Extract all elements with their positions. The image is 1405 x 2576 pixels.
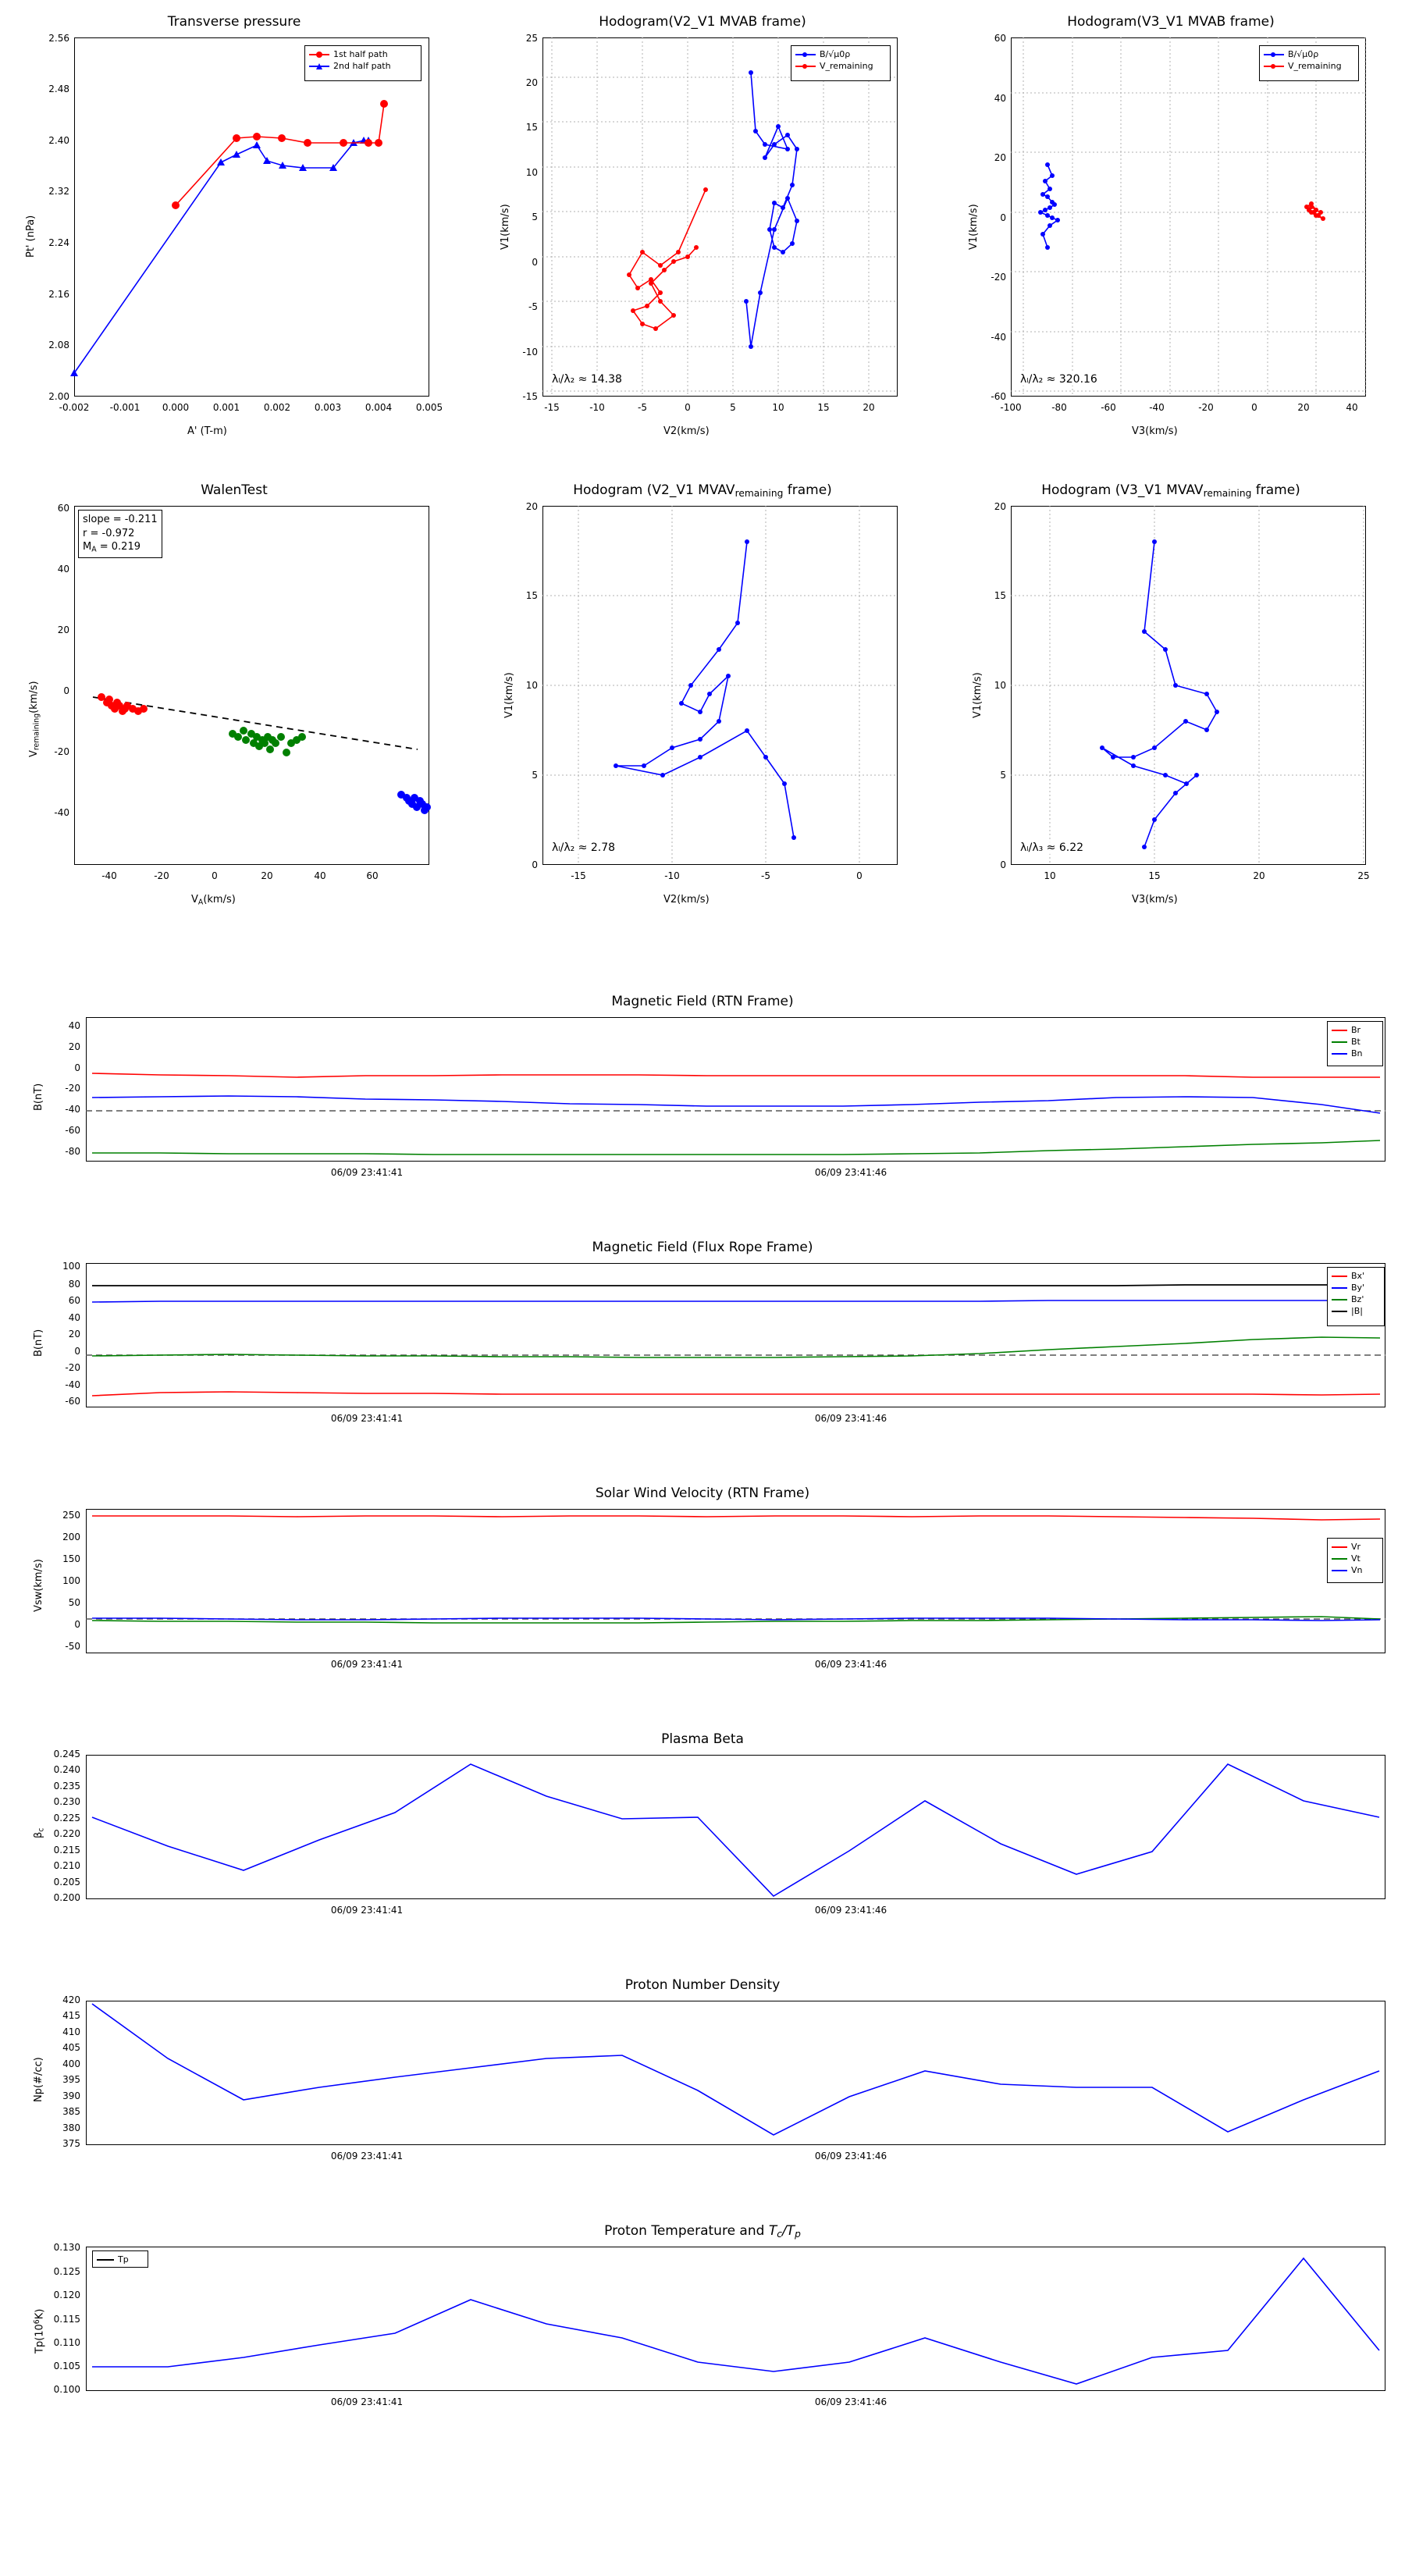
legend-swatch-blue	[795, 54, 816, 55]
y-tick: -20	[65, 1083, 80, 1094]
y-tick: 20	[68, 1041, 80, 1052]
legend-row	[97, 2254, 144, 2265]
legend-swatch-blue	[309, 66, 329, 67]
y-tick: 0	[74, 1346, 80, 1357]
y-tick: 0.200	[53, 1892, 80, 1903]
panel-title: Proton Temperature and $T_c/T_p$	[604, 2223, 801, 2240]
legend-row	[1264, 60, 1354, 72]
x-tick: 20	[1253, 870, 1265, 881]
legend-swatch-green	[1332, 1558, 1347, 1560]
legend-label: Bn	[1351, 1048, 1363, 1059]
y-tick: 2.08	[48, 340, 69, 350]
legend-row	[1332, 1270, 1380, 1282]
y-tick: 375	[62, 2138, 80, 2149]
x-tick: 06/09 23:41:46	[814, 2396, 887, 2407]
legend	[1327, 1021, 1383, 1066]
legend-row	[1332, 1293, 1380, 1305]
panel-transverse-pressure	[0, 0, 468, 445]
y-tick: 420	[62, 1994, 80, 2005]
y-tick: 0	[74, 1619, 80, 1630]
y-tick: 0	[1000, 859, 1006, 870]
legend-label: Bx'	[1351, 1271, 1365, 1281]
legend-label: B/√μ0ρ	[1288, 49, 1319, 59]
legend-swatch-black	[1332, 1311, 1347, 1312]
legend	[791, 45, 891, 81]
y-tick: 20	[68, 1329, 80, 1340]
legend-label: V_remaining	[820, 61, 873, 71]
x-tick: 0.005	[415, 402, 443, 413]
y-tick: 0.120	[53, 2290, 80, 2300]
legend-marker-triangle	[316, 63, 322, 69]
y-axis-label: $V_{remaining}(km/s)$	[28, 681, 41, 757]
y-tick: 0	[532, 859, 538, 870]
y-tick: 80	[68, 1279, 80, 1290]
panel-title: Hodogram(V3_V1 MVAB frame)	[1067, 14, 1275, 30]
legend-label: V_remaining	[1288, 61, 1342, 71]
x-tick: 0.003	[314, 402, 342, 413]
panel-hodogram-v2v1-mvab	[468, 0, 937, 445]
legend	[1327, 1267, 1385, 1326]
legend-label: Br	[1351, 1025, 1361, 1035]
x-tick: 0.000	[162, 402, 190, 413]
y-tick: -40	[991, 332, 1006, 343]
legend	[1327, 1538, 1383, 1583]
y-tick: 0.235	[53, 1781, 80, 1791]
x-tick: -0.001	[109, 402, 140, 413]
x-tick: 06/09 23:41:41	[330, 1905, 404, 1916]
x-tick: -100	[1000, 402, 1022, 413]
y-axis-label: V1(km/s)	[503, 672, 515, 718]
y-tick: 415	[62, 2010, 80, 2021]
y-axis-label: V1(km/s)	[972, 672, 984, 718]
x-tick: 0.001	[212, 402, 240, 413]
y-tick: -20	[65, 1362, 80, 1373]
legend-row	[1332, 1282, 1380, 1293]
y-axis-label: V1(km/s)	[968, 204, 980, 250]
x-tick: 20	[863, 402, 875, 413]
eigenvalue-ratio-annotation: λₗ/λ₂ ≈ 2.78	[552, 841, 616, 854]
legend	[1259, 45, 1359, 81]
legend-label: Bt	[1351, 1037, 1361, 1047]
y-tick: -15	[522, 391, 538, 402]
panel-magnetic-field-flux-rope	[0, 1226, 1405, 1444]
y-tick: 405	[62, 2042, 80, 2053]
series-canvas	[542, 37, 898, 397]
y-tick: 0.215	[53, 1845, 80, 1856]
walen-r: r = -0.972	[83, 527, 135, 539]
y-tick: 2.40	[48, 135, 69, 146]
legend-swatch-blue	[1332, 1570, 1347, 1571]
y-tick: -50	[65, 1641, 80, 1652]
y-tick: 2.56	[48, 33, 69, 44]
x-tick: -0.002	[59, 402, 90, 413]
legend-swatch-green	[1332, 1299, 1347, 1300]
x-tick: 5	[730, 402, 736, 413]
legend-swatch-green	[1332, 1041, 1347, 1043]
y-tick: 5	[532, 770, 538, 781]
y-tick: 385	[62, 2106, 80, 2117]
x-tick: 60	[366, 870, 379, 881]
panel-title: Plasma Beta	[661, 1731, 744, 1747]
y-tick: 5	[1000, 770, 1006, 781]
legend-swatch-blue	[1332, 1053, 1347, 1055]
x-tick: -5	[638, 402, 647, 413]
x-tick: 0	[856, 870, 863, 881]
y-tick: 2.16	[48, 289, 69, 300]
x-tick: 20	[1297, 402, 1310, 413]
eigenvalue-ratio-annotation: λₗ/λ₂ ≈ 14.38	[552, 373, 622, 386]
panel-plasma-beta	[0, 1717, 1405, 1936]
y-tick: 60	[994, 33, 1006, 44]
legend-row	[1332, 1541, 1378, 1553]
y-tick: 150	[62, 1553, 80, 1564]
y-tick: 0.240	[53, 1764, 80, 1775]
y-tick: 40	[57, 564, 69, 575]
x-tick: 06/09 23:41:46	[814, 1167, 887, 1178]
y-axis-label: B(nT)	[33, 1329, 44, 1357]
x-tick: 0.002	[263, 402, 291, 413]
y-axis-label: $Tp(10^6K)$	[33, 2308, 46, 2354]
x-tick: 0	[212, 870, 218, 881]
x-tick: 06/09 23:41:46	[814, 1659, 887, 1670]
panel-proton-temperature	[0, 2209, 1405, 2443]
x-tick: 06/09 23:41:46	[814, 2151, 887, 2161]
panel-magnetic-field-rtn	[0, 980, 1405, 1198]
series-canvas	[86, 2001, 1385, 2145]
y-tick: 410	[62, 2026, 80, 2037]
y-tick: 40	[994, 93, 1006, 104]
y-tick: 20	[994, 152, 1006, 163]
legend-row	[1264, 48, 1354, 60]
y-tick: -5	[528, 301, 538, 312]
legend-swatch-red	[1332, 1030, 1347, 1031]
legend-marker-circle	[1271, 64, 1275, 69]
series-canvas	[86, 1017, 1385, 1162]
y-tick: 100	[62, 1575, 80, 1586]
x-axis-label: A' (T-m)	[187, 425, 227, 437]
y-tick: 40	[68, 1020, 80, 1031]
legend-swatch-blue	[1332, 1287, 1347, 1289]
legend-row	[1332, 1036, 1378, 1048]
x-axis-label: V2(km/s)	[663, 894, 710, 906]
legend-marker-circle	[1271, 52, 1275, 57]
series-canvas	[86, 1755, 1385, 1899]
y-tick: 15	[525, 590, 538, 601]
legend-swatch-black	[97, 2259, 114, 2261]
legend-label: B/√μ0ρ	[820, 49, 851, 59]
panel-title: Transverse pressure	[167, 14, 301, 30]
y-tick: 0.130	[53, 2242, 80, 2253]
panel-title: Proton Number Density	[624, 1977, 781, 1993]
y-tick: -40	[54, 807, 69, 818]
legend-swatch-red	[1264, 66, 1284, 67]
y-tick: -40	[65, 1379, 80, 1390]
y-tick: 15	[994, 590, 1006, 601]
x-axis-label: V3(km/s)	[1132, 894, 1178, 906]
panel-hodogram-v2v1-mvav	[468, 468, 937, 913]
y-tick: 2.00	[48, 391, 69, 402]
x-tick: 0	[1251, 402, 1257, 413]
legend-label: Vr	[1351, 1542, 1361, 1552]
y-tick: 10	[525, 167, 538, 178]
y-tick: 395	[62, 2074, 80, 2085]
y-tick: 0	[532, 257, 538, 268]
walen-ma: $M_A = 0.219$	[83, 541, 140, 554]
x-tick: 15	[817, 402, 830, 413]
x-tick: -15	[544, 402, 560, 413]
x-tick: -60	[1101, 402, 1116, 413]
y-tick: 250	[62, 1510, 80, 1521]
legend-marker-circle	[316, 52, 322, 58]
y-tick: 60	[57, 503, 69, 514]
y-tick: 0.125	[53, 2266, 80, 2277]
panel-title: Magnetic Field (Flux Rope Frame)	[592, 1240, 813, 1255]
y-tick: 2.32	[48, 186, 69, 197]
panel-title: WalenTest	[201, 482, 268, 498]
y-tick: 10	[525, 680, 538, 691]
x-tick: 40	[314, 870, 326, 881]
panel-title: Solar Wind Velocity (RTN Frame)	[595, 1485, 810, 1501]
y-tick: 200	[62, 1532, 80, 1542]
x-tick: 0	[685, 402, 691, 413]
series-canvas	[74, 506, 429, 865]
legend-row	[309, 48, 417, 60]
x-tick: 06/09 23:41:41	[330, 2151, 404, 2161]
panel-solar-wind-velocity-rtn	[0, 1471, 1405, 1690]
x-tick: 06/09 23:41:46	[814, 1905, 887, 1916]
x-tick: -15	[571, 870, 586, 881]
x-tick: -10	[664, 870, 680, 881]
legend-row	[1332, 1024, 1378, 1036]
y-tick: -60	[991, 391, 1006, 402]
legend-row	[1332, 1048, 1378, 1059]
legend-marker-circle	[802, 52, 807, 57]
y-tick: 390	[62, 2090, 80, 2101]
panel-hodogram-v3v1-mvab	[937, 0, 1405, 445]
y-tick: 0	[63, 685, 69, 696]
y-tick: 0	[1000, 212, 1006, 223]
x-tick: 10	[1044, 870, 1056, 881]
legend-marker-circle	[802, 64, 807, 69]
series-canvas	[86, 1509, 1385, 1653]
x-tick: 06/09 23:41:46	[814, 1413, 887, 1424]
y-tick: -20	[991, 272, 1006, 283]
y-axis-label: Vsw(km/s)	[33, 1559, 44, 1612]
y-tick: 15	[525, 122, 538, 133]
x-tick: 40	[1346, 402, 1358, 413]
x-tick: 06/09 23:41:41	[330, 1413, 404, 1424]
legend	[92, 2250, 148, 2268]
y-tick: 20	[525, 77, 538, 88]
x-tick: 10	[772, 402, 784, 413]
legend-row	[309, 60, 417, 72]
y-tick: 0.205	[53, 1877, 80, 1888]
walen-slope: slope = -0.211	[83, 514, 158, 525]
panel-title: Hodogram(V2_V1 MVAB frame)	[599, 14, 806, 30]
legend-row	[1332, 1553, 1378, 1564]
y-axis-label: V1(km/s)	[500, 204, 511, 250]
legend-label: |B|	[1351, 1306, 1363, 1316]
y-tick: 0.220	[53, 1828, 80, 1839]
x-tick: -80	[1051, 402, 1067, 413]
y-tick: 20	[57, 624, 69, 635]
panel-proton-number-density	[0, 1963, 1405, 2182]
series-canvas	[1011, 37, 1366, 397]
x-axis-label: V3(km/s)	[1132, 425, 1178, 437]
x-tick: 06/09 23:41:41	[330, 2396, 404, 2407]
y-tick: 0.225	[53, 1813, 80, 1823]
y-axis-label: Pt' (nPa)	[25, 215, 37, 258]
legend-label: 1st half path	[333, 49, 388, 59]
y-tick: -40	[65, 1104, 80, 1115]
legend-label: Vt	[1351, 1553, 1361, 1564]
legend-row	[795, 60, 886, 72]
x-tick: -20	[1198, 402, 1214, 413]
legend-swatch-red	[309, 54, 329, 55]
legend-label: By'	[1351, 1283, 1365, 1293]
legend-row	[795, 48, 886, 60]
y-tick: 25	[525, 33, 538, 44]
panel-title: Hodogram (V3_V1 $MVAV_{remaining}$ frame)	[1041, 482, 1300, 500]
legend-swatch-red	[1332, 1276, 1347, 1277]
x-axis-label: $V_A(km/s)$	[191, 894, 236, 907]
x-tick: 15	[1148, 870, 1161, 881]
eigenvalue-ratio-annotation: λₗ/λ₂ ≈ 320.16	[1020, 373, 1097, 386]
panel-title: Hodogram (V2_V1 $MVAV_{remaining}$ frame)	[573, 482, 832, 500]
y-tick: 400	[62, 2058, 80, 2069]
y-tick: 10	[994, 680, 1006, 691]
legend-swatch-red	[795, 66, 816, 67]
y-axis-label: Np(#/cc)	[33, 2057, 44, 2102]
y-tick: 5	[532, 212, 538, 222]
y-tick: -20	[54, 746, 69, 757]
legend-label: Bz'	[1351, 1294, 1364, 1304]
y-tick: -60	[65, 1396, 80, 1407]
y-tick: -80	[65, 1146, 80, 1157]
x-tick: -5	[761, 870, 770, 881]
series-canvas	[1011, 506, 1366, 865]
y-tick: 0.115	[53, 2314, 80, 2325]
legend	[304, 45, 422, 81]
y-tick: 380	[62, 2122, 80, 2133]
series-canvas	[86, 1263, 1385, 1407]
legend-label: 2nd half path	[333, 61, 391, 71]
series-canvas	[542, 506, 898, 865]
y-tick: -60	[65, 1125, 80, 1136]
x-tick: 06/09 23:41:41	[330, 1167, 404, 1178]
y-tick: 2.24	[48, 237, 69, 248]
legend-label: Vn	[1351, 1565, 1363, 1575]
x-tick: 0.004	[365, 402, 393, 413]
y-tick: 0.230	[53, 1796, 80, 1807]
y-tick: 20	[525, 501, 538, 512]
y-axis-label: $\beta_c$	[33, 1827, 46, 1838]
y-tick: 100	[62, 1261, 80, 1272]
series-canvas	[74, 37, 429, 397]
x-tick: 06/09 23:41:41	[330, 1659, 404, 1670]
y-tick: 0	[74, 1062, 80, 1073]
y-tick: -10	[522, 347, 538, 358]
x-tick: 25	[1357, 870, 1370, 881]
x-tick: -20	[154, 870, 169, 881]
y-tick: 60	[68, 1295, 80, 1306]
y-tick: 0.245	[53, 1749, 80, 1759]
walen-fit-annotation	[78, 510, 162, 558]
legend-swatch-blue	[1264, 54, 1284, 55]
x-tick: 20	[261, 870, 273, 881]
legend-swatch-red	[1332, 1546, 1347, 1548]
x-tick: -40	[101, 870, 117, 881]
y-tick: 40	[68, 1312, 80, 1323]
y-axis-label: B(nT)	[33, 1083, 44, 1111]
y-tick: 0.100	[53, 2384, 80, 2395]
panel-walen-test	[0, 468, 468, 913]
y-tick: 20	[994, 501, 1006, 512]
x-tick: -10	[589, 402, 605, 413]
series-canvas	[86, 2247, 1385, 2391]
legend-row	[1332, 1305, 1380, 1317]
y-tick: 0.105	[53, 2361, 80, 2371]
x-axis-label: V2(km/s)	[663, 425, 710, 437]
eigenvalue-ratio-annotation: λₗ/λ₃ ≈ 6.22	[1020, 841, 1084, 854]
panel-hodogram-v3v1-mvav	[937, 468, 1405, 913]
x-tick: -40	[1149, 402, 1165, 413]
y-tick: 50	[68, 1597, 80, 1608]
legend-row	[1332, 1564, 1378, 1576]
panel-title: Magnetic Field (RTN Frame)	[611, 994, 794, 1009]
legend-label: Tp	[118, 2254, 129, 2265]
y-tick: 0.210	[53, 1860, 80, 1871]
y-tick: 2.48	[48, 84, 69, 94]
y-tick: 0.110	[53, 2337, 80, 2348]
